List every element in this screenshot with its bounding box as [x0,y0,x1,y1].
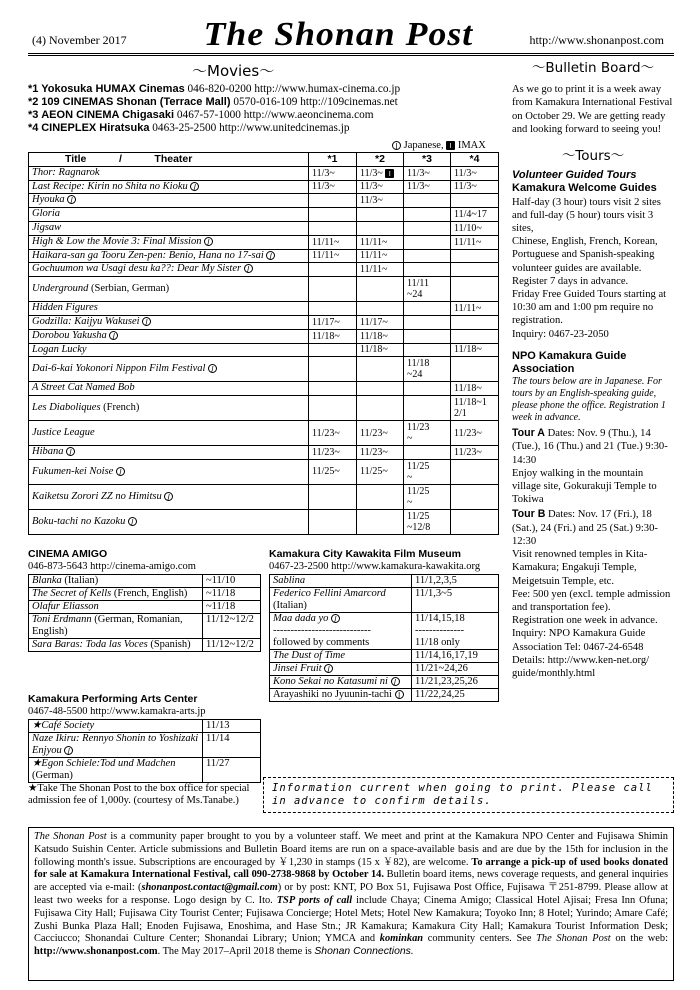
showing-dates [404,208,451,222]
showing-dates: 11/23 ~ [404,421,451,446]
showing-dates: 11/25~ [357,459,404,484]
showing-dates [309,509,357,534]
showing-dates: 11/18~ [309,329,357,343]
japanese-symbol-icon: J [266,251,275,260]
film-title: The Dust of Time [270,649,412,662]
film-title: Sara Baras: Toda las Voces (Spanish) [29,638,203,651]
right-column [512,62,674,680]
theater-1: *1 Yokosuka HUMAX Cinemas 046-820-0200 http://www.humax-cinema.co.jp [28,83,401,95]
movie-row [29,221,499,235]
film-title: Toni Erdmann (German, Romanian, English) [29,613,203,638]
showing-dates: 11/11~ [309,235,357,249]
bulletin-heading: ～Bulletin Board～ [531,60,655,76]
npo-guide-heading: NPO Kamakura Guide Association [512,349,627,376]
theater-2: *2 109 CINEMAS Shonan (Terrace Mall) 0570-016-109 http://109cinemas.net [28,96,398,108]
movie-row [29,315,499,329]
kawakita-table [269,574,499,702]
showing-dates: 11/11~ [451,302,499,316]
film-dates: ~11/10 [203,574,261,587]
col-theater-2: *2 [357,153,404,167]
showing-dates [404,235,451,249]
kpac-footnote: ★Take The Shonan Post to the box office for special admission fee of 1,000y. (courtesy of Ms.Tanabe.) [28,782,250,806]
film-dates: 11/12~12/2 [203,638,261,651]
showing-dates [357,208,404,222]
japanese-symbol-icon: J [392,141,401,150]
volunteer-tours-heading: Volunteer Guided Tours [512,169,637,182]
theater-3: *3 AEON CINEMA Chigasaki 0467-57-1000 http://www.aeoncinema.com [28,109,374,121]
tour-a-text: Tour A Dates: Nov. 9 (Thu.), 14 (Tue.), 16 (Thu.) and 21 (Tue.) 9:30-14:30 Enjoy walking in the mountain village site, Gokurakuji Temple to Tokiwa [512,427,668,506]
showing-dates: 11/18~ [451,343,499,357]
movie-title: Justice League [29,421,309,446]
film-dates: ~11/18 [203,587,261,600]
amigo-row [29,587,261,600]
showing-dates: 11/11 ~24 [404,277,451,302]
japanese-symbol-icon: J [244,264,253,273]
movie-title: Dai-6-kai Yokonori Nippon Film Festival J [29,357,309,382]
legend-japanese: Japanese, [403,140,444,151]
movie-row [29,277,499,302]
japanese-symbol-icon: J [66,447,75,456]
showing-dates [309,396,357,421]
film-title: ★Café Society [29,719,203,732]
film-dates: 11/13 [203,719,261,732]
showing-dates: 11/3~ [404,166,451,180]
film-dates: 11/14,16,17,19 [412,649,499,662]
showing-dates: 11/11~ [357,249,404,263]
film-dates: 11/22,24,25 [412,688,499,701]
film-title: Naze Ikiru: Rennyo Shonin to Yoshizaki Enjyou J [29,732,203,757]
imax-symbol-icon: I [385,169,394,178]
showing-dates [404,221,451,235]
showing-dates [404,343,451,357]
movie-row [29,357,499,382]
kpac-row [29,719,261,732]
showing-dates: 11/3~ I [357,166,404,180]
legend-imax: IMAX [457,140,486,151]
movie-row [29,329,499,343]
showing-dates [309,484,357,509]
kawakita-row [270,688,499,701]
showing-dates: 11/3~ [309,180,357,194]
showing-dates: 11/18 ~24 [404,357,451,382]
movie-title: Hyouka J [29,194,309,208]
movie-title: Hibana J [29,446,309,460]
issue-label: (4) November 2017 [32,33,127,47]
showing-dates: 11/23~ [451,421,499,446]
japanese-symbol-icon: J [324,664,333,673]
showing-dates: 11/18~ [357,329,404,343]
showing-dates: 11/23~ [451,446,499,460]
movie-row [29,166,499,180]
showing-dates [309,194,357,208]
showing-dates: 11/10~ [451,221,499,235]
kpac-row [29,757,261,782]
japanese-symbol-icon: J [116,467,125,476]
movie-row [29,459,499,484]
showing-dates: 11/3~ [309,166,357,180]
japanese-symbol-icon: J [64,746,73,755]
film-title: Olafur Eliasson [29,600,203,613]
movie-title: Last Recipe: Kirin no Shita no Kioku J [29,180,309,194]
movie-title: Gloria [29,208,309,222]
showing-dates: 11/3~ [451,180,499,194]
movie-row [29,446,499,460]
col-theater-1: *1 [309,153,357,167]
amigo-row [29,613,261,638]
movie-row [29,208,499,222]
movie-row [29,509,499,534]
showing-dates: 11/25 ~ [404,484,451,509]
amigo-row [29,638,261,651]
showing-dates: 11/17~ [357,315,404,329]
kawakita-row [270,587,499,612]
showing-dates [404,396,451,421]
movie-title: Haikara-san ga Tooru Zen-pen: Benio, Hana no 17-sai J [29,249,309,263]
film-title: Federico Fellini Amarcord (Italian) [270,587,412,612]
showing-dates [404,249,451,263]
movie-title: High & Low the Movie 3: Final Mission J [29,235,309,249]
showing-dates: 11/18~1 2/1 [451,396,499,421]
showing-dates: 11/23~ [357,446,404,460]
movie-title: Logan Lucky [29,343,309,357]
showing-dates [404,382,451,396]
film-dates: 11/1,3~5 [412,587,499,612]
showing-dates [404,263,451,277]
film-dates: 11/1,2,3,5 [412,574,499,587]
film-dates: 11/12~12/2 [203,613,261,638]
table-header-row [29,153,499,167]
movie-title: Godzilla: Kaijyu Wakusei J [29,315,309,329]
showing-dates [357,302,404,316]
showing-dates: 11/23~ [357,421,404,446]
kpac-contact: 0467-48-5500 http://www.kamakra-arts.jp [28,705,206,717]
showing-dates: 11/11~ [309,249,357,263]
cinema-amigo-section [28,548,260,652]
kawakita-row [270,675,499,688]
kawakita-row [270,662,499,675]
welcome-guides-heading: Kamakura Welcome Guides [512,182,657,195]
masthead-url: http://www.shonanpost.com [529,33,664,47]
showing-dates [357,509,404,534]
movie-title: Thor: Ragnarok [29,166,309,180]
kawakita-row [270,612,499,649]
footer-box: The Shonan Post is a community paper brought to you by a volunteer staff. We meet and print at the Kamakura NPO Center and Fujisawa Shimin Katsudo Suishin Center. Article submissions and Bulletin Board items are run on a space-available basis and are due by the 15th for inclusion in the following month's issue. Subscriptions are encouraged by ￥1,230 in stamps (15 x ￥82), are welcome. To arrange a pick-up of used books donated for sale at Kamakura International Festival, call 090-2738-9868 by October 14. Bulletin board items, news coverage requests, and general inquiries are accepted via e-mail: (shonanpost.contact@gmail.com) or by post: KNT, PO Box 51, Fujisawa Post Office, Fujisawa 〒251-8799. Please allow at least two weeks for a response. Logo design by C. Ito. TSP ports of call include Chaya; Cinema Amigo; Classical Hotel Ajisai; Fresa Inn Ofuna; Fujisawa City Hall; Fujisawa City Tourist Center; Fujisawa Concierge; Hotel Mets; Hotel New Kamakura; Toyoko Inn; 8 Hotel; Yurindo; Amare Café; Zushi Bunka Plaza Hall; Enoden Fujisawa, Enoshima, and Hase Stn.; JR Kamakura; Kamakura City Hall; Kamakura Tourist Information Desk; Cacciucco; Shonandai Culture Center; Shonandai Library; Union; YMCA and kominkan community centers. See The Shonan Post on the web: http://www.shonanpost.com. The May 2017–April 2018 theme is Shonan Connections. [28,827,674,981]
showing-dates [451,509,499,534]
showing-dates [451,315,499,329]
japanese-symbol-icon: J [109,331,118,340]
film-dates: 11/14 [203,732,261,757]
showing-dates: 11/25~ [309,459,357,484]
amigo-row [29,574,261,587]
movie-row [29,235,499,249]
imax-symbol-icon: I [446,141,455,150]
showing-dates [404,315,451,329]
cinema-amigo-table [28,574,261,652]
movie-row [29,302,499,316]
showing-dates [404,302,451,316]
film-dates: ~11/18 [203,600,261,613]
film-title: Jinsei Fruit J [270,662,412,675]
film-title: The Secret of Kells (French, English) [29,587,203,600]
movie-row [29,396,499,421]
showing-dates: 11/3~ [451,166,499,180]
col-theater-3: *3 [404,153,451,167]
movie-title: Gochuumon wa Usagi desu ka??: Dear My Sister J [29,263,309,277]
movies-heading: ～Movies～ [192,62,275,80]
showing-dates [357,382,404,396]
showing-dates [309,277,357,302]
showing-dates [309,382,357,396]
showing-dates [451,329,499,343]
movie-row [29,382,499,396]
masthead-title: The Shonan Post [203,16,474,53]
film-dates: 11/21,23,25,26 [412,675,499,688]
showing-dates: 11/3~ [357,180,404,194]
showing-dates [451,263,499,277]
kawakita-contact: 0467-23-2500 http://www.kamakura-kawakita.org [269,560,481,572]
movie-title: Les Diaboliques (French) [29,396,309,421]
theater-4: *4 CINEPLEX Hiratsuka 0463-25-2500 http://www.unitedcinemas.jp [28,122,350,134]
cinema-amigo-heading: CINEMA AMIGO [28,548,108,560]
kpac-heading: Kamakura Performing Arts Center [28,693,198,705]
showing-dates [451,249,499,263]
japanese-symbol-icon: J [331,614,340,623]
bulletin-text: As we go to print it is a week away from Kamakura International Festival on October 29. We are getting ready and looking forward to seeing you! [512,84,673,135]
tours-heading: ～Tours～ [561,148,625,165]
showing-dates: 11/18~ [451,382,499,396]
movie-schedule-table [28,152,499,535]
volunteer-tours-text: Half-day (3 hour) tours visit 2 sites and full-day (5 hour) tours visit 3 sites, Chinese, English, French, Korean, Portuguese and Spanish-speaking volunteer guides are available. Register 7 days in advance. Friday Free Guided Tours starting at 10:30 am and 1:00 pm require no registration. Inquiry: 0467-23-2050 [512,196,667,340]
amigo-row [29,600,261,613]
showing-dates: 11/3~ [357,194,404,208]
movie-title: Hidden Figures [29,302,309,316]
kpac-section [28,693,260,807]
movie-row [29,343,499,357]
japanese-symbol-icon: J [391,677,400,686]
film-title: Blanka (Italian) [29,574,203,587]
movie-title: Dorobou Yakusha J [29,329,309,343]
cinema-amigo-contact: 046-873-5643 http://cinema-amigo.com [28,560,196,572]
col-theater-4: *4 [451,153,499,167]
movie-title: A Street Cat Named Bob [29,382,309,396]
showing-dates: 11/11~ [357,235,404,249]
japanese-symbol-icon: J [190,182,199,191]
showing-dates: 11/23~ [309,421,357,446]
showing-dates [357,484,404,509]
showing-dates [357,277,404,302]
showing-dates [451,459,499,484]
showing-dates [451,357,499,382]
kawakita-row [270,649,499,662]
movie-row [29,263,499,277]
showing-dates [309,221,357,235]
film-title: Arayashiki no Jyuunin-tachi J [270,688,412,701]
col-title-theater: Title / Theater [29,153,309,167]
japanese-symbol-icon: J [128,517,137,526]
symbol-legend [392,140,486,153]
showing-dates: 11/3~ [404,180,451,194]
japanese-symbol-icon: J [67,195,76,204]
kawakita-section [269,548,498,702]
japanese-symbol-icon: J [395,690,404,699]
japanese-symbol-icon: J [164,492,173,501]
showing-dates [451,194,499,208]
showing-dates [357,221,404,235]
showing-dates: 11/18~ [357,343,404,357]
showing-dates [404,194,451,208]
movie-title: Fukumen-kei Noise J [29,459,309,484]
showing-dates: 11/17~ [309,315,357,329]
film-dates: 11/27 [203,757,261,782]
movie-title: Kaiketsu Zorori ZZ no Himitsu J [29,484,309,509]
showing-dates: 11/25 ~ [404,459,451,484]
showing-dates [309,302,357,316]
film-dates: 11/14,15,18 -------------- 11/18 only [412,612,499,649]
showing-dates [309,208,357,222]
showing-dates [451,484,499,509]
showing-dates: 11/11~ [451,235,499,249]
movie-row [29,484,499,509]
showing-dates: 11/4~17 [451,208,499,222]
japanese-symbol-icon: J [204,237,213,246]
showing-dates: 11/11~ [357,263,404,277]
movie-title: Underground (Serbian, German) [29,277,309,302]
kpac-row [29,732,261,757]
showing-dates [309,263,357,277]
showing-dates [404,446,451,460]
tour-b-text: Tour B Dates: Nov. 17 (Fri.), 18 (Sat.), 24 (Fri.) and 25 (Sat.) 9:30-12:30 Visit renowned temples in Kita-Kamakura; Engakuji Temple, Meigetsuin Temple, etc. Fee: 500 yen (excl. temple admission and transportation fee). Registration one week in advance. Inquiry: NPO Kamakura Guide Association Tel: 0467-24-6548 Details: http://www.ken-net.org/ guide/monthly.html [512,508,671,679]
japanese-symbol-icon: J [142,317,151,326]
movie-row [29,421,499,446]
movie-title: Jigsaw [29,221,309,235]
showing-dates [451,277,499,302]
showing-dates: 11/25 ~12/8 [404,509,451,534]
movie-row [29,180,499,194]
japanese-symbol-icon: J [208,364,217,373]
movie-title: Boku-tachi no Kazoku J [29,509,309,534]
masthead-rule [28,53,674,56]
showing-dates [404,329,451,343]
info-notice: Information current when going to print. Please call in advance to confirm details. [263,777,674,813]
film-title: Sablina [270,574,412,587]
kawakita-heading: Kamakura City Kawakita Film Museum [269,548,461,560]
showing-dates [357,357,404,382]
showing-dates [309,343,357,357]
showing-dates [309,357,357,382]
film-dates: 11/21~24,26 [412,662,499,675]
showing-dates: 11/23~ [309,446,357,460]
film-title: Kono Sekai no Katasumi ni J [270,675,412,688]
film-title: Maa dada yo J ---------------------------- followed by comments [270,612,412,649]
film-title: ★Egon Schiele:Tod und Madchen (German) [29,757,203,782]
kawakita-row [270,574,499,587]
npo-guide-note: The tours below are in Japanese. For tours by an English-speaking guide, please phone the office. Registration 1 week in advance. [512,376,666,424]
kpac-table [28,719,261,783]
movie-row [29,249,499,263]
theater-list [28,83,498,135]
showing-dates [357,396,404,421]
movie-row [29,194,499,208]
